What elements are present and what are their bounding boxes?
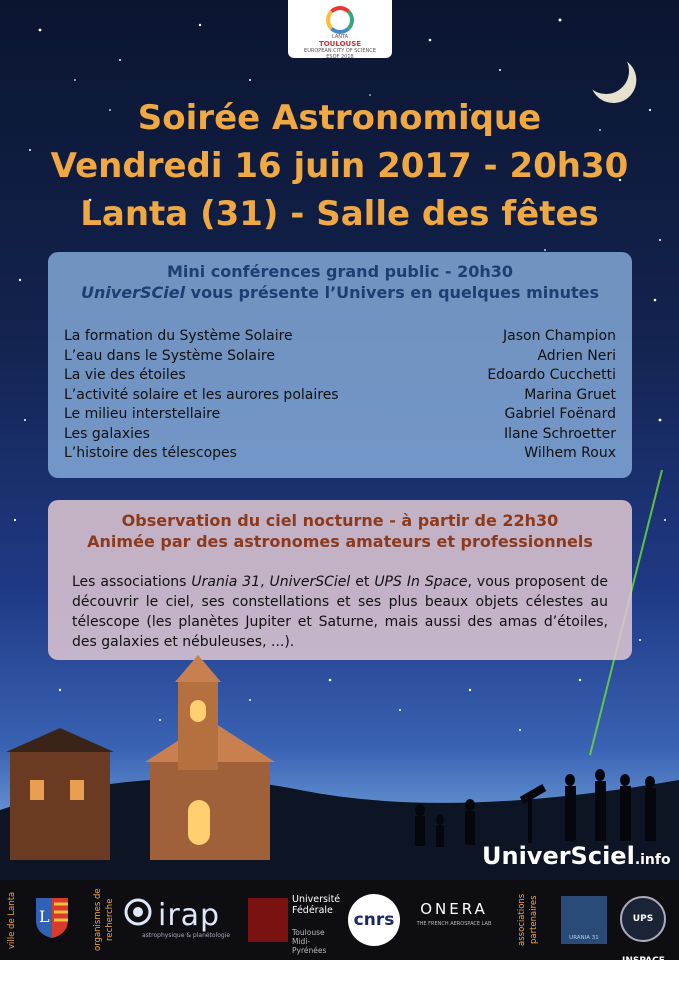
ut-emblem-icon	[248, 898, 288, 942]
list-item	[64, 426, 616, 446]
logo-line-city: EUROPEAN CITY OF SCIENCE	[304, 48, 376, 54]
conferences-title: Mini conférences grand public - 20h30	[166, 262, 514, 281]
talk-speaker: Adrien Neri	[537, 347, 616, 364]
talk-topic: Le milieu interstellaire	[64, 406, 221, 422]
headline-title: Soirée Astronomique	[137, 98, 542, 138]
observation-title: Observation du ciel nocturne - à partir de 22h30	[121, 511, 559, 530]
assoc-urania: Urania 31	[191, 574, 261, 590]
partners-footer	[0, 880, 679, 966]
talk-topic: Les galaxies	[64, 425, 150, 442]
observation-subtitle: Animée par des astronomes amateurs et professionnels	[87, 532, 593, 551]
toulouse-esof-logo	[288, 0, 392, 58]
talk-topic: La vie des étoiles	[64, 367, 186, 383]
universite-federale-logo: Université Fédérale Toulouse Midi-Pyrénées	[248, 894, 340, 948]
list-item	[64, 348, 616, 368]
talk-topic: L’eau dans le Système Solaire	[64, 347, 275, 364]
ups-inspace-logo: UPS INSPACE	[620, 896, 666, 942]
universciel-name: UniverSCiel	[80, 283, 186, 302]
list-item	[64, 367, 616, 387]
urania-31-logo: URANIA 31	[561, 896, 607, 944]
irap-orbit-icon	[120, 894, 156, 930]
svg-text:L: L	[39, 907, 50, 926]
label-ville: ville de Lanta	[7, 891, 17, 949]
onera-logo: ONERA THE FRENCH AEROSPACE LAB	[416, 900, 492, 927]
cnrs-logo: cnrs	[348, 894, 400, 946]
talk-topic: L’activité solaire et les aurores polaires	[64, 386, 339, 403]
observation-panel	[48, 500, 632, 660]
label-recherche: organismes de recherche	[93, 888, 115, 952]
label-associations: associations partenaires	[517, 893, 539, 947]
headline-place: Lanta (31) - Salle des fêtes	[80, 194, 599, 234]
conferences-panel	[48, 252, 632, 478]
logo-line-esof: ESOF 2018	[326, 54, 354, 60]
headline-date: Vendredi 16 juin 2017 - 20h30	[50, 146, 629, 186]
irap-logo: irap astrophysique & planétologie	[120, 894, 238, 944]
assoc-ups-in-space: UPS In Space	[374, 574, 468, 590]
list-item	[64, 387, 616, 407]
talk-topic: La formation du Système Solaire	[64, 328, 293, 344]
talk-speaker: Edoardo Cucchetti	[487, 367, 616, 383]
universciel-logo: UniverSciel.info	[482, 842, 671, 870]
talk-topic: L’histoire des télescopes	[64, 445, 237, 461]
talk-speaker: Marina Gruet	[524, 386, 616, 403]
esof-ring-icon	[326, 6, 354, 34]
talk-speaker: Wilhem Roux	[524, 445, 616, 461]
list-item	[64, 406, 616, 426]
talk-speaker: Gabriel Foënard	[504, 406, 616, 422]
talks-list	[64, 328, 616, 465]
list-item	[64, 445, 616, 465]
observation-description: Les associations Urania 31, UniverSCiel et UPS In Space, vous proposent de découvrir le ciel, ses constellations et ses plus beaux objets célestes au télescope (les planètes Jupiter et Saturne, mais aussi des amas d’étoiles, des galaxies et nébuleuses, ...).	[72, 574, 608, 650]
lanta-crest-icon	[34, 896, 70, 940]
talk-speaker: Ilane Schroetter	[504, 425, 616, 442]
list-item	[64, 328, 616, 348]
talk-speaker: Jason Champion	[503, 328, 616, 344]
assoc-universciel: UniverSCiel	[269, 574, 351, 590]
logo-line-lanta: LANTA	[331, 34, 349, 40]
conferences-subtitle	[48, 282, 632, 303]
logo-line-toulouse: TOULOUSE	[318, 40, 362, 48]
conferences-subtitle-text: vous présente l’Univers en quelques minutes	[185, 283, 600, 302]
